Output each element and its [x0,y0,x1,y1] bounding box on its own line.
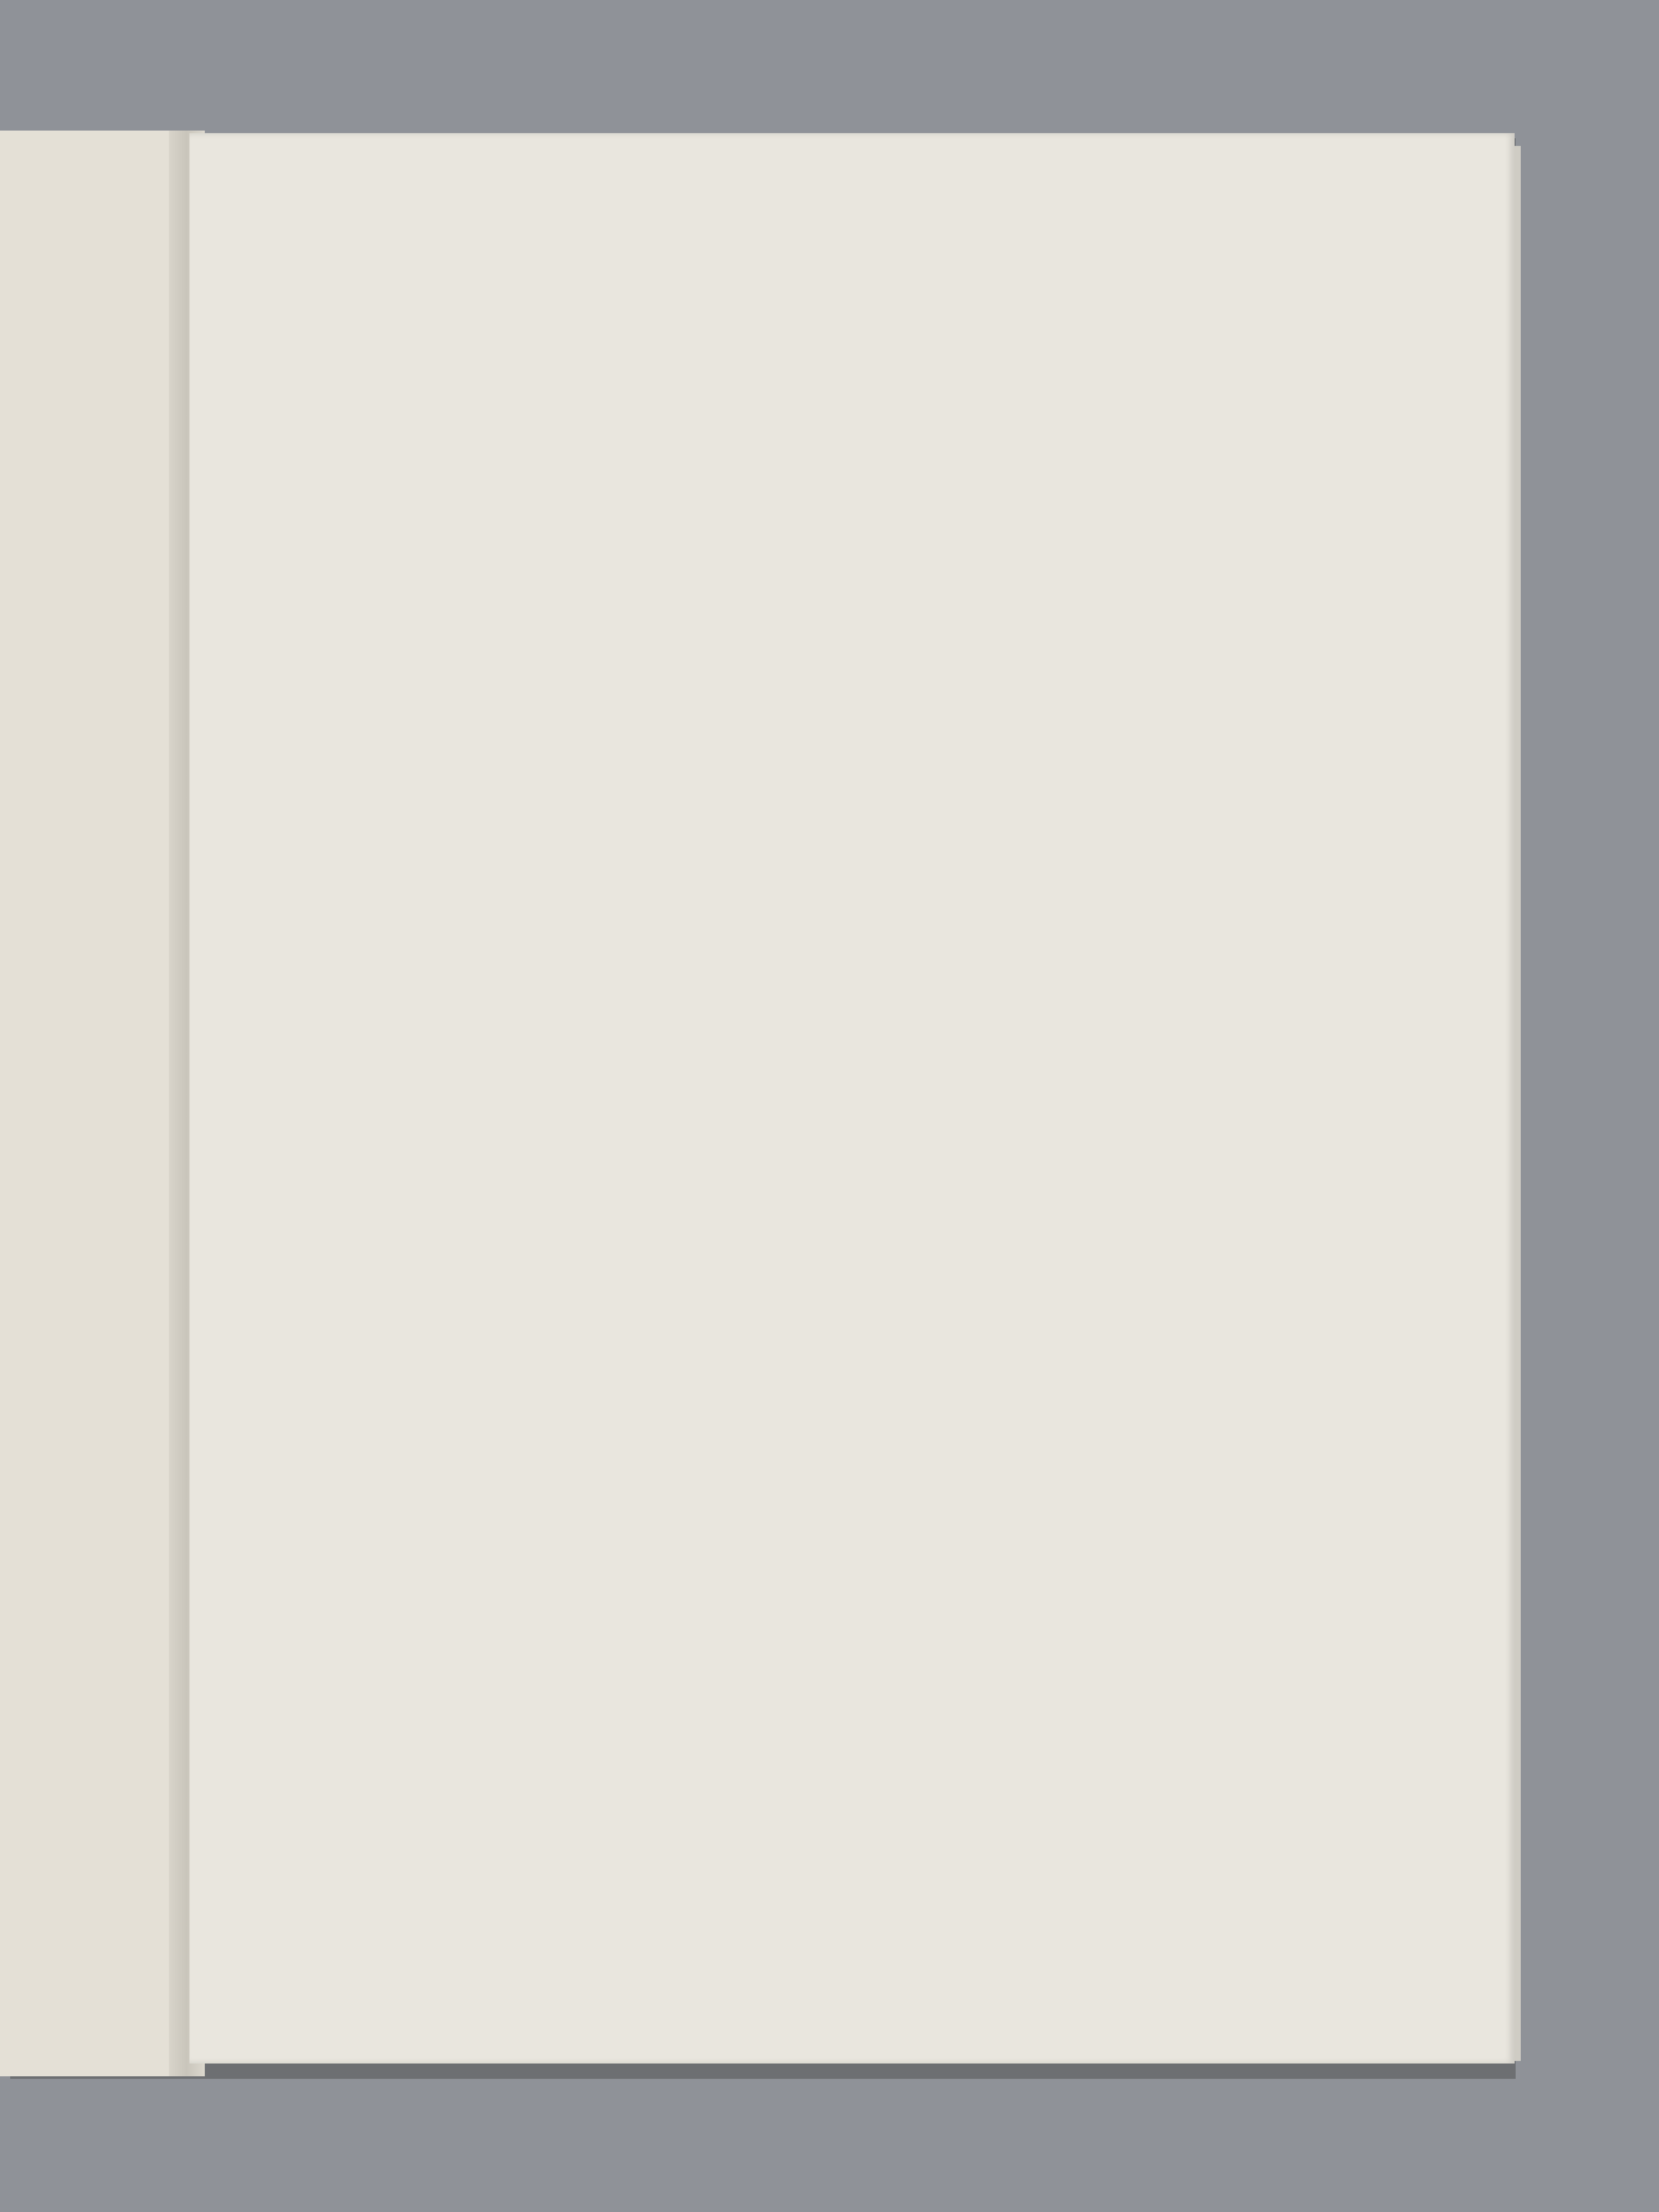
page-edge [1515,146,1521,2061]
left-page [0,131,189,2076]
right-page [189,133,1515,2064]
